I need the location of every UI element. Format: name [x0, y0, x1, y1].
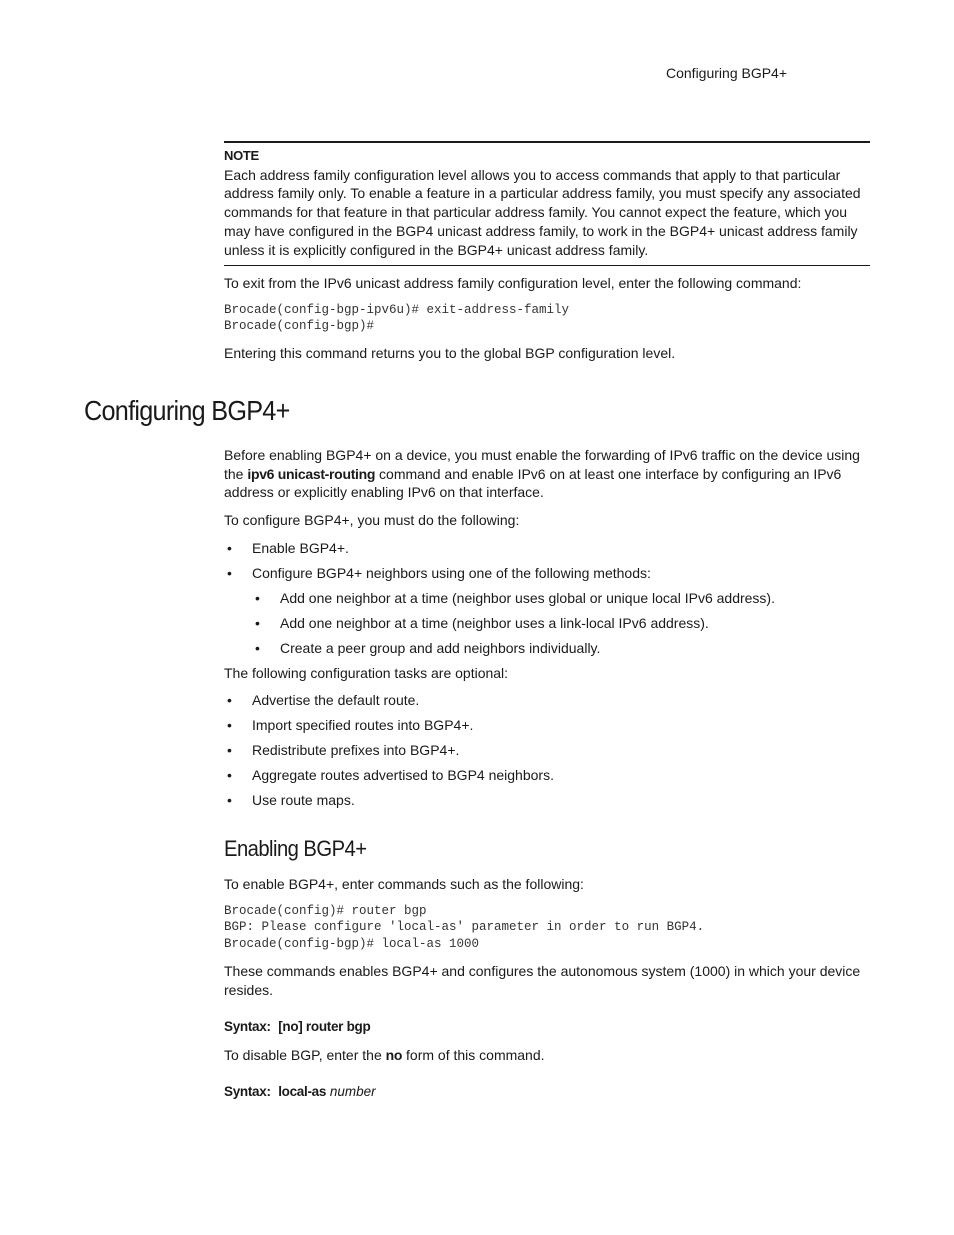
intro-text-1: Before enabling BGP4+ on a device, you must enable the forwarding of IPv6 traffic on the device using the [224, 447, 860, 482]
syntax-command: local-as [278, 1083, 327, 1099]
syntax-router-bgp [224, 1018, 870, 1037]
list-item [224, 691, 870, 710]
note-label: NOTE [224, 148, 259, 163]
note-box [224, 141, 870, 266]
list-item [224, 766, 870, 785]
optional-task-list [224, 691, 870, 810]
list-item [224, 716, 870, 735]
must-do-text: To configure BGP4+, you must do the following: [224, 512, 520, 529]
list-item-text: Advertise the default route. [252, 692, 420, 709]
configuring-intro [224, 446, 870, 502]
no-keyword: no [385, 1047, 403, 1064]
exit-intro: To exit from the IPv6 unicast address family configuration level, enter the following command: [224, 275, 802, 292]
enabling-code-block [224, 903, 870, 953]
list-item-text: Add one neighbor at a time (neighbor uses global or unique local IPv6 address). [280, 589, 775, 606]
list-item [252, 639, 870, 658]
running-header: Configuring BGP4+ [666, 65, 788, 81]
syntax-parameter: number [329, 1083, 376, 1099]
list-item [224, 791, 870, 810]
exit-result: Entering this command returns you to the global BGP configuration level. [224, 344, 676, 361]
list-item-text: Add one neighbor at a time (neighbor uses a link-local IPv6 address). [280, 614, 709, 631]
optional-intro: The following configuration tasks are optional: [224, 664, 509, 681]
list-item [224, 564, 870, 657]
list-item-text: Import specified routes into BGP4+. [252, 717, 474, 734]
upper-content [224, 141, 870, 363]
exit-code-block [224, 302, 870, 335]
intro-command: ipv6 unicast-routing [247, 465, 376, 482]
syntax-label: Syntax: [224, 1018, 271, 1034]
syntax-local-as [224, 1083, 870, 1102]
list-item [252, 614, 870, 633]
list-item-text: Enable BGP4+. [252, 539, 349, 556]
required-task-list [224, 539, 870, 657]
code-line: Brocade(config-bgp)# local-as 1000 [224, 936, 480, 951]
code-line: BGP: Please configure 'local-as' parameter in order to run BGP4. [224, 920, 705, 935]
syntax-command: [no] router bgp [278, 1018, 371, 1034]
intro-text-2: command and enable IPv6 on at least one interface by configuring an IPv6 address or explicitly enabling IPv6 on that interface. [224, 465, 842, 501]
list-item-text: Configure BGP4+ neighbors using one of the following methods: [252, 564, 651, 581]
disable-text-2: form of this command. [402, 1047, 545, 1064]
enabling-intro: To enable BGP4+, enter commands such as the following: [224, 875, 584, 892]
syntax-label: Syntax: [224, 1083, 271, 1099]
list-item-text: Aggregate routes advertised to BGP4 neighbors. [252, 767, 554, 784]
list-item-text: Create a peer group and add neighbors individually. [280, 639, 601, 656]
code-line: Brocade(config)# router bgp [224, 903, 427, 918]
list-item-text: Use route maps. [252, 792, 355, 809]
disable-text [224, 1046, 870, 1065]
code-line: Brocade(config-bgp-ipv6u)# exit-address-family [224, 302, 570, 317]
configuring-content [224, 446, 870, 1102]
note-text: Each address family configuration level allows you to access commands that apply to that particular address family only. To enable a feature in a particular address family, you must specify any associated commands for that feature in that particular address family. You cannot expect the feature, which you may have configured in the BGP4 unicast address family, to work in the BGP4+ unicast address family unless it is explicitly configured in the BGP4+ unicast address family. [224, 166, 861, 258]
list-item [252, 589, 870, 608]
enabling-explanation: These commands enables BGP4+ and configures the autonomous system (1000) in which your device resides. [224, 963, 861, 998]
code-line: Brocade(config-bgp)# [224, 319, 375, 334]
list-item-text: Redistribute prefixes into BGP4+. [252, 742, 460, 759]
list-item [224, 539, 870, 558]
neighbor-method-list [252, 589, 870, 658]
section-heading-enabling: Enabling BGP4+ [224, 835, 367, 861]
section-heading-configuring: Configuring BGP4+ [84, 395, 290, 426]
disable-text-1: To disable BGP, enter the [224, 1047, 386, 1064]
list-item [224, 741, 870, 760]
